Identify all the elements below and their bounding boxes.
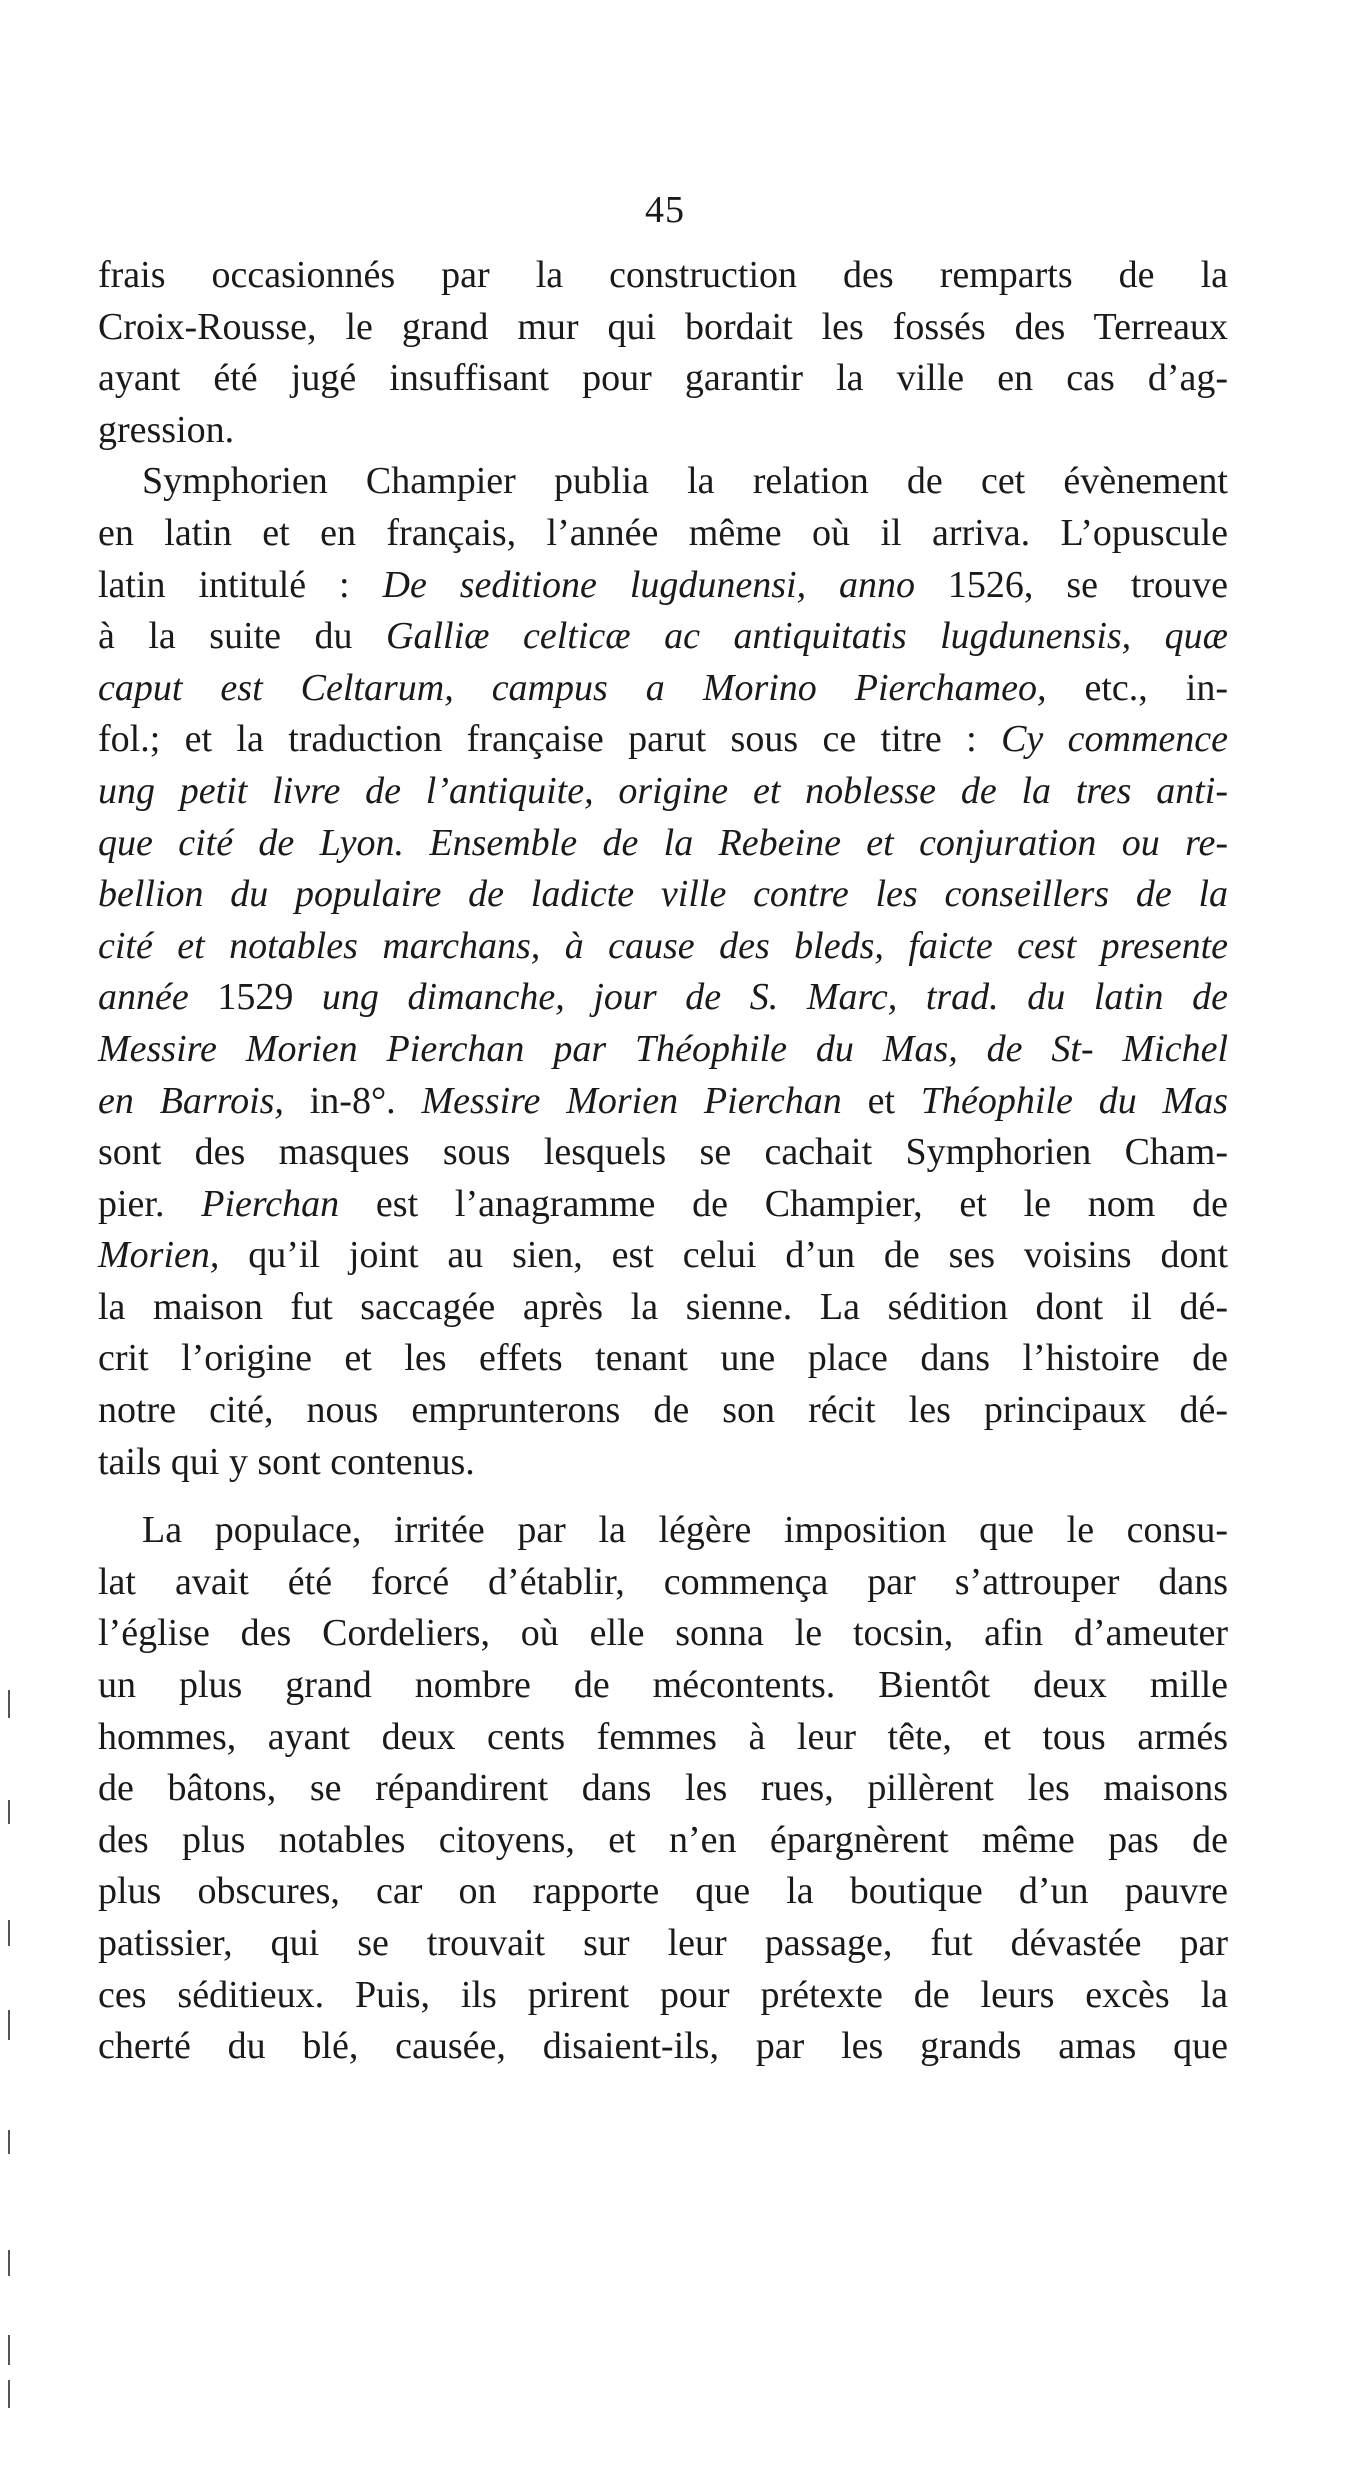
text-line: bellion du populaire de ladicte ville contre les conseillers de la — [98, 873, 1228, 916]
text-line: de bâtons, se répandirent dans les rues, pillèrent les maisons — [98, 1767, 1228, 1810]
paragraph-2 — [98, 456, 1228, 1488]
text-line: la maison fut saccagée après la sienne. La sédition dont il dé- — [98, 1285, 1228, 1328]
text-line: cherté du blé, causée, disaient-ils, par les grands amas que — [98, 2025, 1228, 2068]
text-line: en Barrois, in-8°. Messire Morien Pierchan et Théophile du Mas — [98, 1079, 1228, 1122]
scan-mark — [8, 2250, 10, 2276]
scan-margin-marks — [0, 0, 20, 2489]
body-text — [98, 250, 1228, 2073]
text-line: La populace, irritée par la légère imposition que le consu- — [142, 1509, 1228, 1552]
text-line: notre cité, nous emprunterons de son récit les principaux dé- — [98, 1389, 1228, 1432]
text-line: latin intitulé : De seditione lugdunensi, anno 1526, se trouve — [98, 563, 1228, 606]
text-line: pier. Pierchan est l’anagramme de Champier, et le nom de — [98, 1182, 1229, 1225]
text-line: gression. — [98, 408, 235, 451]
text-line: ung petit livre de l’antiquite, origine et noblesse de la tres anti- — [98, 769, 1228, 812]
text-line: frais occasionnés par la construction des remparts de la — [98, 254, 1228, 296]
text-line: fol.; et la traduction française parut sous ce titre : Cy commence — [98, 718, 1229, 761]
text-line: Morien, qu’il joint au sien, est celui d’un de ses voisins dont — [98, 1234, 1228, 1277]
scan-mark — [8, 2130, 10, 2154]
text-line: caput est Celtarum, campus a Morino Pierchameo, etc., in- — [98, 666, 1228, 709]
text-line: Messire Morien Pierchan par Théophile du Mas, de St- Michel — [98, 1027, 1228, 1070]
page-number: 45 — [645, 189, 685, 231]
scan-mark — [8, 1800, 10, 1824]
text-line: sont des masques sous lesquels se cachait Symphorien Cham- — [98, 1131, 1228, 1174]
text-line: année 1529 ung dimanche, jour de S. Marc, trad. du latin de — [98, 976, 1228, 1019]
text-line: Croix-Rousse, le grand mur qui bordait les fossés des Terreaux — [98, 305, 1228, 348]
paragraph-1 — [98, 250, 1228, 456]
text-line: en latin et en français, l’année même où il arriva. L’opuscule — [98, 511, 1228, 554]
scan-mark — [8, 1690, 10, 1718]
text-line: tails qui y sont contenus. — [98, 1440, 475, 1483]
text-line: patissier, qui se trouvait sur leur passage, fut dévastée par — [98, 1922, 1228, 1964]
text-line: hommes, ayant deux cents femmes à leur tête, et tous armés — [98, 1715, 1228, 1758]
text-line: plus obscures, car on rapporte que la boutique d’un pauvre — [98, 1870, 1228, 1913]
text-line: que cité de Lyon. Ensemble de la Rebeine et conjuration ou re- — [98, 821, 1228, 864]
text-line: à la suite du Galliæ celticæ ac antiquitatis lugdunensis, quæ — [98, 615, 1229, 658]
text-line: l’église des Cordeliers, où elle sonna le tocsin, afin d’ameuter — [98, 1612, 1228, 1655]
text-line: ces séditieux. Puis, ils prirent pour prétexte de leurs excès la — [98, 1973, 1228, 2016]
text-line: lat avait été forcé d’établir, commença par s’attrouper dans — [98, 1560, 1228, 1603]
scan-mark — [8, 1920, 10, 1946]
text-line: des plus notables citoyens, et n’en épargnèrent même pas de — [98, 1818, 1228, 1861]
text-line: un plus grand nombre de mécontents. Bientôt deux mille — [98, 1664, 1228, 1707]
text-line: ayant été jugé insuffisant pour garantir la ville en cas d’ag- — [98, 357, 1228, 400]
text-line: Symphorien Champier publia la relation de cet évènement — [142, 460, 1228, 503]
scan-mark — [8, 2010, 10, 2040]
scan-mark — [8, 2380, 10, 2408]
text-line: crit l’origine et les effets tenant une place dans l’histoire de — [98, 1337, 1228, 1380]
scan-mark — [8, 2335, 10, 2365]
text-line: cité et notables marchans, à cause des bleds, faicte cest presente — [98, 924, 1228, 967]
paragraph-3 — [98, 1505, 1228, 2073]
